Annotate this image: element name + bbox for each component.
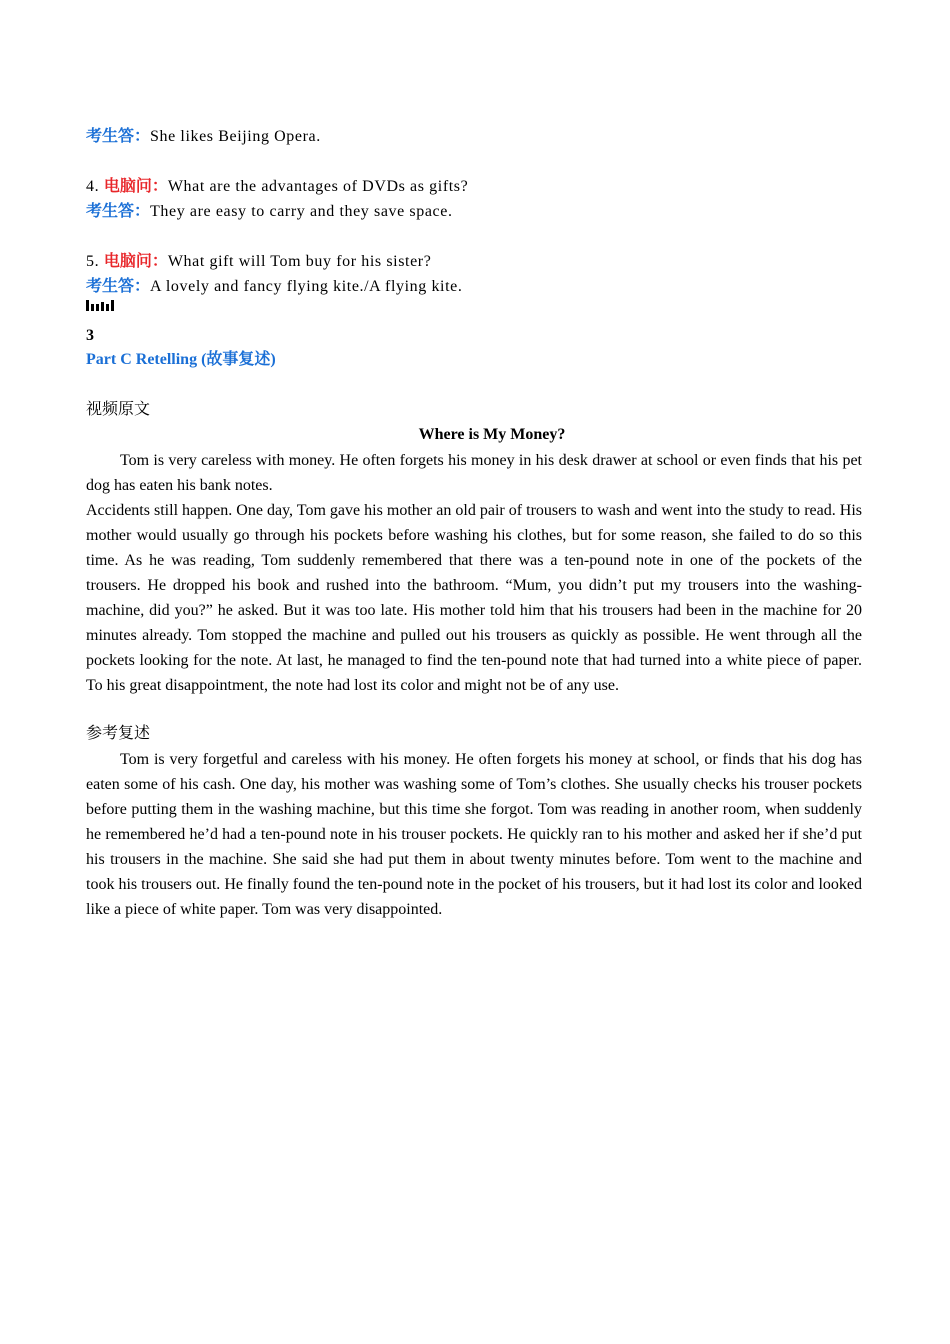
q5-answer-line xyxy=(86,274,862,299)
question-text: What gift will Tom buy for his sister? xyxy=(167,253,432,270)
question-label: 电脑问： xyxy=(103,178,168,195)
q5-question-line xyxy=(86,249,862,274)
question-number: 4. xyxy=(86,178,100,195)
answer-label: 考生答： xyxy=(86,128,151,145)
q4-answer-line xyxy=(86,199,862,224)
question-label: 电脑问： xyxy=(103,253,168,270)
story-title: Where is My Money? xyxy=(418,426,566,443)
question-number: 5. xyxy=(86,253,100,270)
answer-text: They are easy to carry and they save space. xyxy=(150,203,453,220)
original-text-label: 视频原文 xyxy=(86,401,151,418)
answer-label: 考生答： xyxy=(86,278,151,295)
bar-marker-icon xyxy=(86,300,114,311)
section-number: 3 xyxy=(86,327,94,344)
answer-label: 考生答： xyxy=(86,203,151,220)
q3-answer-line xyxy=(86,124,862,149)
answer-text: She likes Beijing Opera. xyxy=(150,128,321,145)
question-text: What are the advantages of DVDs as gifts? xyxy=(167,178,469,195)
original-paragraph-1: Tom is very careless with money. He often forgets his money in his desk drawer at school or even finds that his pet dog has eaten his bank notes. xyxy=(86,452,862,494)
section-title: Part C Retelling (故事复述) xyxy=(86,351,276,368)
reference-paragraph: Tom is very forgetful and careless with his money. He often forgets his money at school, or finds that his dog has eaten some of his cash. One day, his mother was washing some of Tom’s clothes. She usually checks his trouser pockets before putting them in the washing machine, but this time she forgot. Tom was reading in another room, when suddenly he remembered he’d had a ten-pound note in his trouser pockets. He quickly ran to his mother and asked her if she’d put his trousers in the machine. She said she had put them in about twenty minutes before. Tom went to the machine and took his trousers out. He finally found the ten-pound note in the pocket of his trousers, but it had lost its color and looked like a piece of white paper. Tom was very disappointed. xyxy=(86,751,862,918)
answer-text: A lovely and fancy flying kite./A flying kite. xyxy=(150,278,463,295)
original-paragraph-2: Accidents still happen. One day, Tom gave his mother an old pair of trousers to wash and went into the study to read. His mother would usually go through his pockets before washing his clothes, but for some reason, she failed to do so this time. As he was reading, Tom suddenly remembered that there was a ten-pound note in one of the pockets of the trousers. He dropped his book and rushed into the bathroom. “Mum, you didn’t put my trousers into the washing-machine, did you?” he asked. But it was too late. His mother told him that his trousers had been in the machine for 20 minutes already. Tom stopped the machine and pulled out his trousers as quickly as possible. He went through all the pockets looking for the note. At last, he managed to find the ten-pound note that had turned into a white piece of paper. To his great disappointment, the note had lost its color and might not be of any use. xyxy=(86,502,862,694)
reference-label: 参考复述 xyxy=(86,725,151,742)
q4-question-line xyxy=(86,174,862,199)
